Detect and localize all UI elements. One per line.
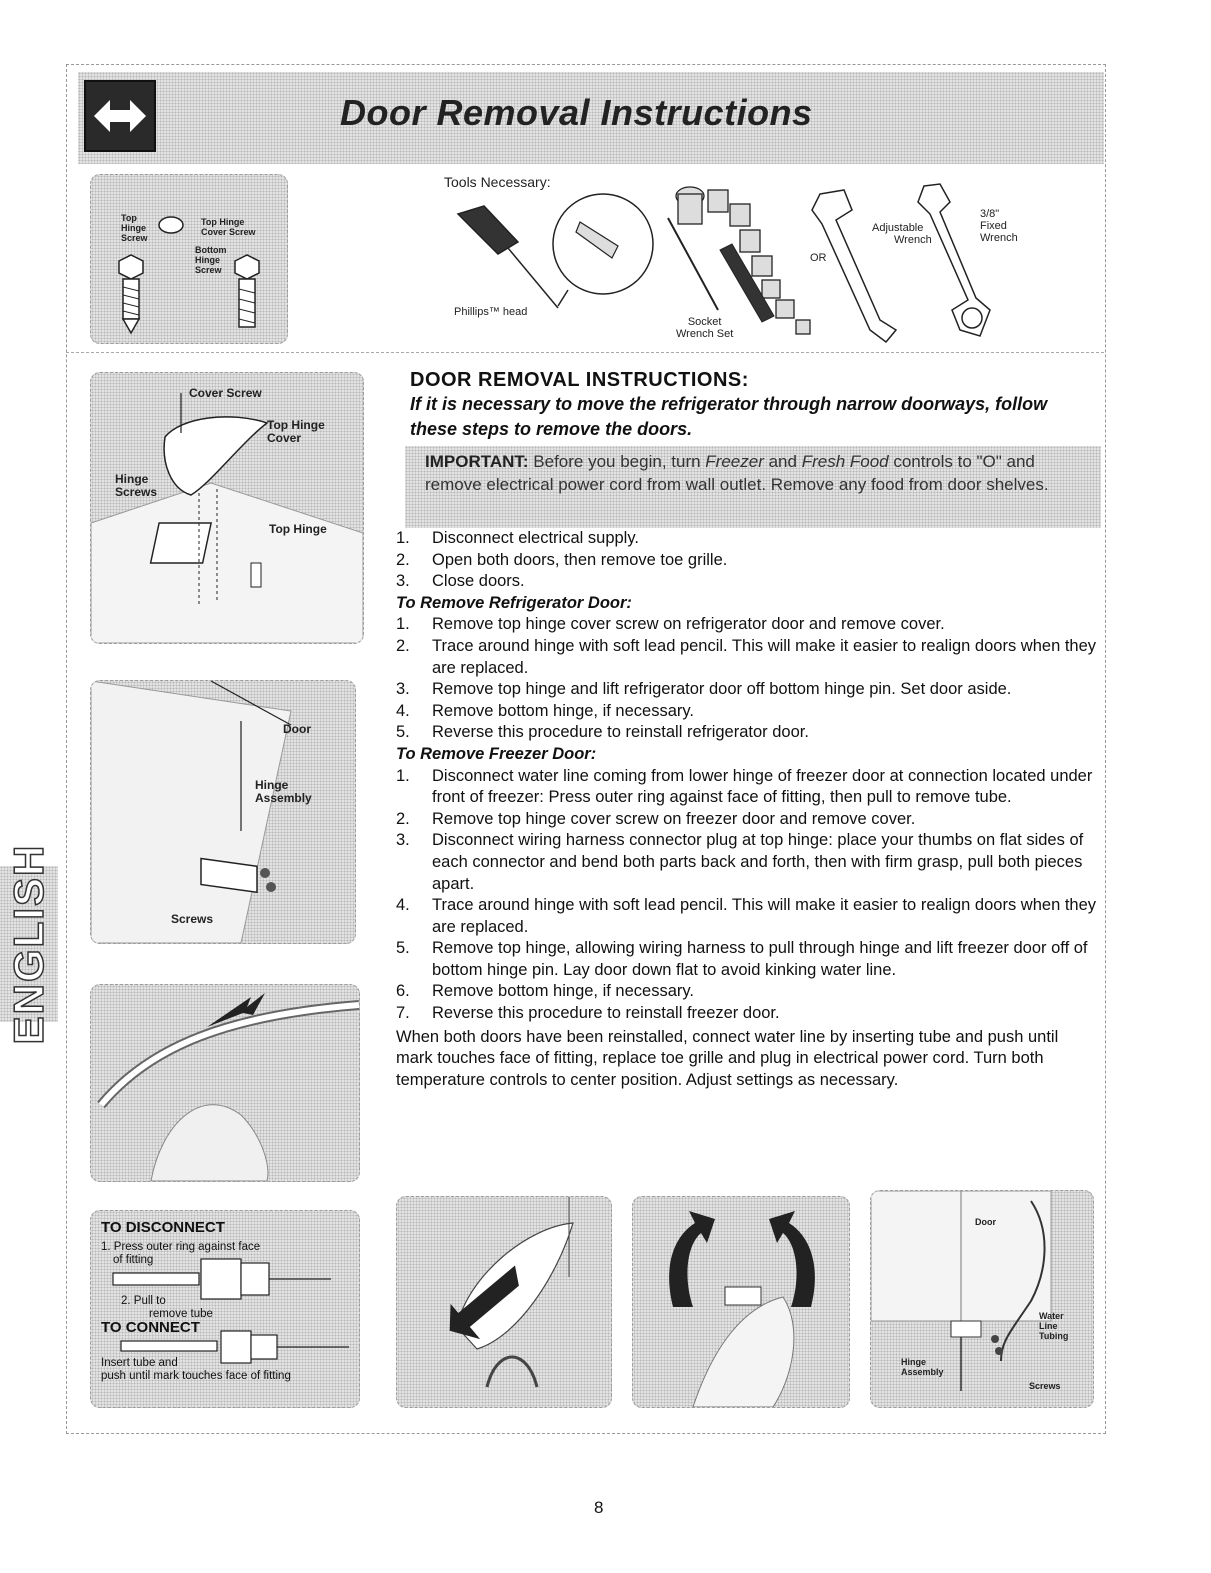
hinge-assembly-label: Hinge Assembly [255, 778, 312, 805]
disconnect-step-2: 2. Pull to remove tube [121, 1295, 213, 1320]
page-title: Door Removal Instructions [340, 92, 813, 133]
phillips-label: Phillips™ head [454, 306, 528, 318]
top-hinge-cover-screw-label: Top Hinge Cover Screw [201, 217, 256, 237]
list-item: 7. Reverse this procedure to reinstall freezer door. [396, 1004, 780, 1023]
freezer-hinge-photo-panel [870, 1190, 1094, 1408]
top-hinge-cover-photo-panel [396, 1196, 612, 1408]
screws-label-2: Screws [1029, 1381, 1061, 1391]
hinge-screws-label: Hinge Screws [115, 472, 158, 499]
disconnect-step-1: 1. Press outer ring against face of fitting [101, 1241, 261, 1266]
tools-title: Tools Necessary: [444, 174, 551, 190]
list-item: 3. Disconnect wiring harness connector plug at top hinge: place your thumbs on flat sides of each connector and bend both parts back and forth, then with firm grasp, pull both pieces apart. [396, 831, 1084, 893]
hinge-assembly-label-2: Hinge Assembly [901, 1357, 944, 1377]
bottom-hinge-diagram-panel [90, 680, 356, 944]
instruction-steps [396, 528, 1096, 1091]
top-hinge-cover-label: Top Hinge Cover [267, 418, 325, 445]
list-item: 2. Remove top hinge cover screw on freezer door and remove cover. [396, 809, 916, 828]
cover-screw-label: Cover Screw [189, 386, 262, 400]
closing-paragraph: When both doors have been reinstalled, connect water line by inserting tube and push until mark touches face of fitting, replace toe grille and plug in electrical power cord. Turn both temperature controls to center position. Adjust settings as necessary. [396, 1027, 1059, 1089]
to-connect-heading: TO CONNECT [101, 1319, 200, 1336]
list-item: 5. Remove top hinge, allowing wiring harness to pull through hinge and lift freezer door off of bottom hinge pin. Lay door down flat to avoid kinking water line. [396, 939, 1088, 979]
list-item: 3. Remove top hinge and lift refrigerator door off bottom hinge pin. Set door aside. [396, 680, 1012, 699]
tools-illustration [440, 180, 1040, 346]
screws-label: Screws [171, 912, 214, 926]
fixed-wrench-label: 3/8" Fixed Wrench [980, 208, 1018, 244]
list-item: 1. Disconnect water line coming from lower hinge of freezer door at connection located under front of freezer: Press outer ring against face of fitting, then pull to remove tube. [396, 766, 1093, 807]
page-number: 8 [594, 1498, 604, 1517]
door-label: Door [283, 722, 311, 736]
instructions-subheading: If it is necessary to move the refrigerator through narrow doorways, follow these steps to remove the doors. [410, 394, 1048, 439]
bend-arrow-left-icon [669, 1211, 715, 1307]
list-item: 4. Trace around hinge with soft lead pencil. This will make it easier to realign doors when they are replaced. [396, 896, 1097, 936]
freezer-door-heading: To Remove Freezer Door: [396, 744, 597, 763]
bottom-hinge-screw-label: Bottom Hinge Screw [195, 245, 227, 275]
list-item: 2. Trace around hinge with soft lead pencil. This will make it easier to realign doors when they are replaced. [396, 636, 1097, 677]
top-hinge-label: Top Hinge [269, 522, 327, 536]
bend-arrow-right-icon [769, 1211, 815, 1307]
list-item: 5. Reverse this procedure to reinstall refrigerator door. [396, 723, 809, 742]
adjustable-wrench-label: Adjustable Wrench [872, 222, 932, 246]
wiring-harness-photo-panel [632, 1196, 850, 1408]
top-hinge-screw-label: Top Hinge Screw [121, 213, 148, 243]
to-disconnect-heading: TO DISCONNECT [101, 1219, 225, 1236]
water-line-tubing-label: Water Line Tubing [1039, 1311, 1069, 1341]
double-arrow-icon [84, 80, 156, 152]
instructions-heading: DOOR REMOVAL INSTRUCTIONS: [410, 369, 749, 391]
list-item: 6. Remove bottom hinge, if necessary. [396, 982, 694, 1001]
or-label: OR [810, 252, 827, 264]
list-item: 3. Close doors. [396, 572, 525, 591]
language-side-tab: ENGLISH [0, 866, 58, 1022]
connector-instructions-panel [90, 1210, 360, 1408]
important-notice: IMPORTANT: Before you begin, turn Freezer and Fresh Food controls to "O" and remove electrical power cord from wall outlet. Remove any food from door shelves. [405, 446, 1101, 528]
section-divider [66, 352, 1104, 353]
refrigerator-door-heading: To Remove Refrigerator Door: [396, 593, 632, 612]
door-label-2: Door [975, 1217, 996, 1227]
list-item: 4. Remove bottom hinge, if necessary. [396, 701, 694, 720]
list-item: 2. Open both doors, then remove toe grille. [396, 550, 728, 569]
screw-diagram-panel [90, 174, 288, 344]
list-item: 1. Remove top hinge cover screw on refrigerator door and remove cover. [396, 615, 945, 634]
socket-label: Socket Wrench Set [676, 316, 734, 340]
water-line-photo-panel [90, 984, 360, 1182]
list-item: 1. Disconnect electrical supply. [396, 529, 639, 547]
top-hinge-diagram-panel [90, 372, 364, 644]
connect-step: Insert tube and push until mark touches face of fitting [101, 1357, 291, 1382]
